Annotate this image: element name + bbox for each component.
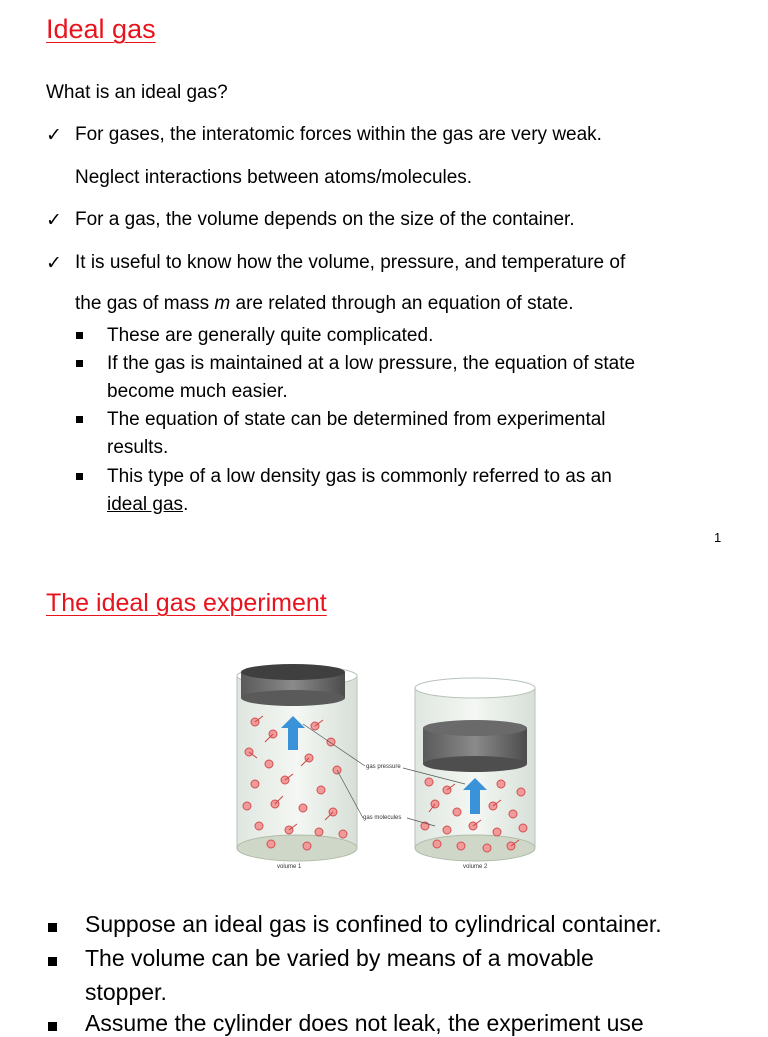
intro-question: What is an ideal gas?	[46, 82, 228, 103]
bullet-square-icon	[76, 332, 83, 339]
slide-title-2: The ideal gas experiment	[46, 589, 327, 617]
check-item-3-line2: the gas of mass m are related through an equation of state.	[75, 293, 574, 314]
label-volume-1: volume 1	[277, 864, 302, 870]
check-mark-icon: ✓	[46, 125, 62, 146]
sub-item-3-line1: The equation of state can be determined from experimental	[107, 409, 606, 430]
check-item-2-line1: For a gas, the volume depends on the size of the container.	[75, 209, 575, 230]
check-mark-icon: ✓	[46, 210, 62, 231]
bullet-square-icon	[48, 1022, 57, 1031]
slide2-bullet-2-line1: The volume can be varied by means of a movable	[85, 945, 594, 971]
sub-item-4-line1: This type of a low density gas is commonly referred to as an	[107, 466, 612, 487]
ideal-gas-term: ideal gas	[107, 494, 184, 515]
sub-item-1: These are generally quite complicated.	[107, 325, 434, 346]
variable-m: m	[214, 293, 231, 314]
label-gas-pressure: gas pressure	[366, 764, 401, 770]
check-item-1-line1: For gases, the interatomic forces within the gas are very weak.	[75, 124, 602, 145]
slide2-bullet-2-line2: stopper.	[85, 979, 167, 1005]
bullet-square-icon	[76, 360, 83, 367]
bullet-square-icon	[48, 957, 57, 966]
label-volume-2: volume 2	[463, 864, 488, 870]
sub-item-3-line2: results.	[107, 437, 169, 458]
sub-item-2-line2: become much easier.	[107, 381, 288, 402]
ideal-gas-experiment-figure	[225, 656, 550, 874]
container-1	[237, 664, 357, 861]
bullet-square-icon	[76, 473, 83, 480]
check-mark-icon: ✓	[46, 253, 62, 274]
page-number: 1	[714, 530, 722, 545]
slide-title: Ideal gas	[46, 14, 156, 44]
slide2-bullet-1: Suppose an ideal gas is confined to cylindrical container.	[85, 911, 662, 937]
check-item-3-line1: It is useful to know how the volume, pressure, and temperature of	[75, 252, 626, 273]
label-gas-molecules: gas molecules	[363, 815, 402, 821]
sub-item-4-line2: ideal gas.	[107, 494, 189, 515]
check-item-1-line2: Neglect interactions between atoms/molecules.	[75, 167, 473, 188]
bullet-square-icon	[76, 416, 83, 423]
slide2-bullet-3: Assume the cylinder does not leak, the experiment use	[85, 1010, 644, 1036]
bullet-square-icon	[48, 923, 57, 932]
container-2	[415, 678, 535, 861]
sub-item-2-line1: If the gas is maintained at a low pressure, the equation of state	[107, 353, 636, 374]
